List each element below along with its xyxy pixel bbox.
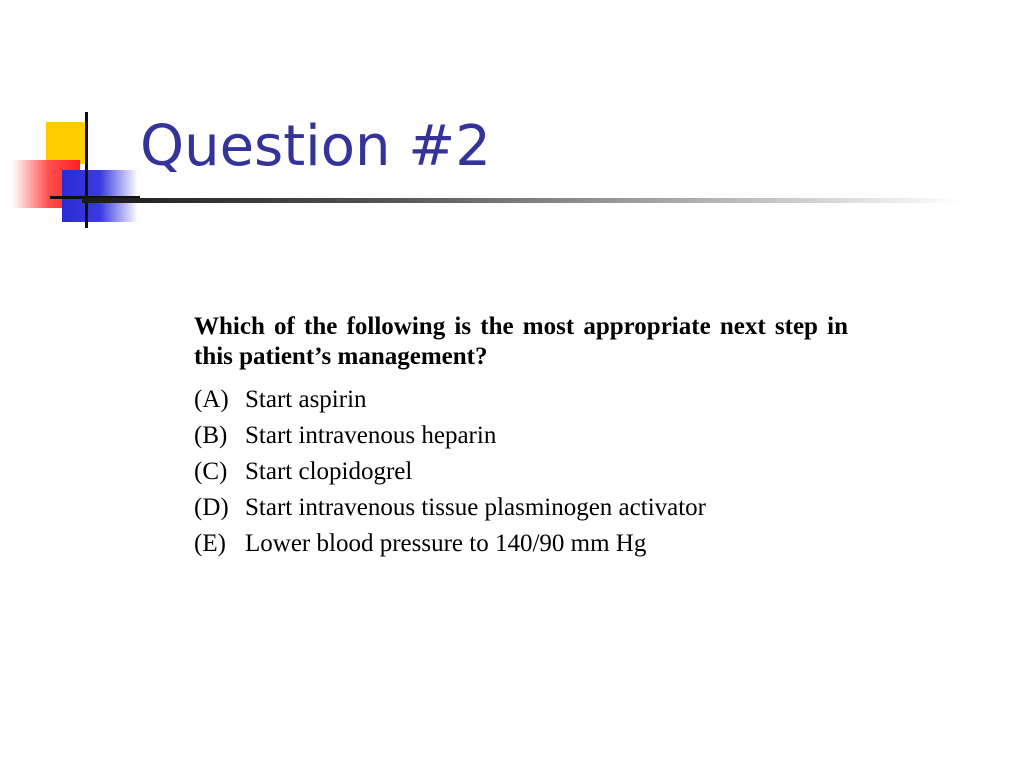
vertical-line xyxy=(85,112,88,228)
corner-decoration xyxy=(0,0,150,240)
option-letter: (C) xyxy=(194,458,228,485)
option-c xyxy=(194,454,848,490)
answer-options xyxy=(194,382,848,562)
option-letter: (D) xyxy=(194,494,229,521)
option-e xyxy=(194,526,848,562)
option-text: Start aspirin xyxy=(245,386,367,413)
option-text: Start clopidogrel xyxy=(245,458,413,485)
option-text: Lower blood pressure to 140/90 mm Hg xyxy=(245,530,647,557)
yellow-square xyxy=(46,122,88,164)
option-a xyxy=(194,382,848,418)
option-b xyxy=(194,418,848,454)
option-letter: (A) xyxy=(194,386,229,413)
question-stem: Which of the following is the most appropriate next step in this patient’s management? xyxy=(194,313,848,370)
option-letter: (B) xyxy=(194,422,228,449)
title-underline xyxy=(82,198,962,203)
option-letter: (E) xyxy=(194,530,226,557)
question-block xyxy=(194,312,848,562)
option-text: Start intravenous tissue plasminogen activator xyxy=(245,494,707,521)
slide-title: Question #2 xyxy=(140,114,491,179)
option-d xyxy=(194,490,848,526)
option-text: Start intravenous heparin xyxy=(245,422,497,449)
